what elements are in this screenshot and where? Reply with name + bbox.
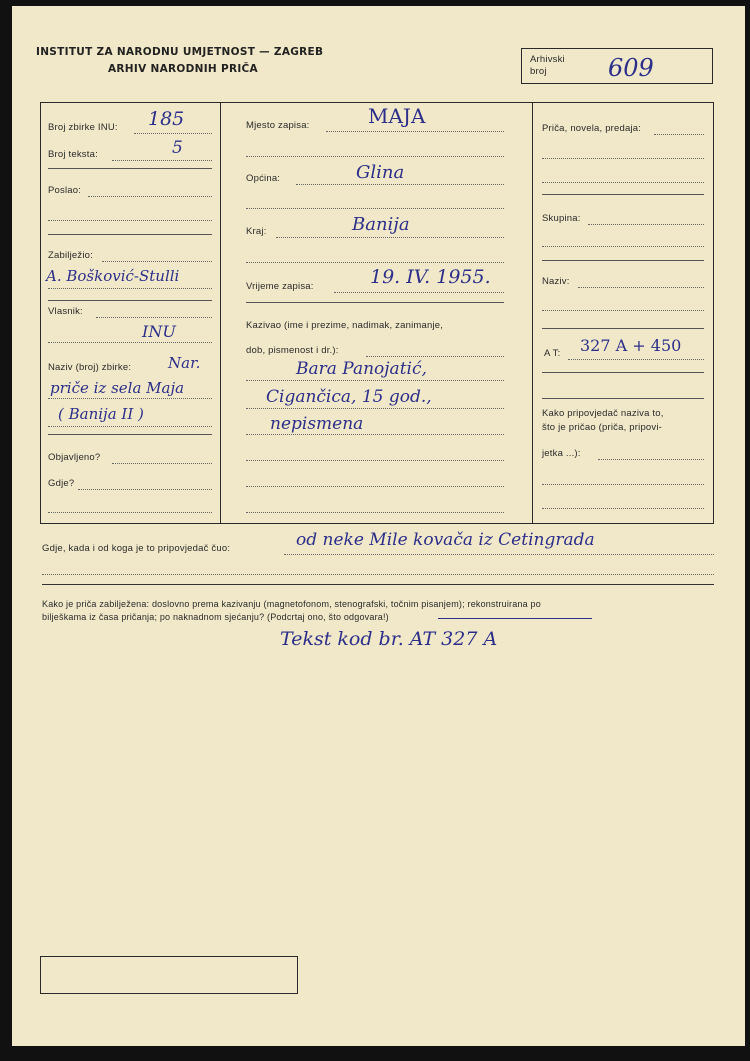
place-value: MAJA [368, 104, 426, 128]
narrator-line-3: nepismena [270, 414, 364, 434]
narrator-line-2: Cigančica, 15 god., [266, 387, 432, 407]
source-label: Gdje, kada i od koga je to pripovjedač čuo: [42, 543, 231, 554]
narrator-label-2: dob, pismenost i dr.): [246, 345, 339, 356]
rule [48, 434, 212, 435]
dotted-line [246, 486, 504, 487]
narrator-calls-label-3: jetka ...): [542, 448, 581, 459]
rule [542, 372, 704, 373]
recorded-by-label: Zabilježio: [48, 250, 93, 261]
dotted-line [78, 489, 212, 490]
date-value: 19. IV. 1955. [370, 266, 491, 288]
collection-name-line-1: Nar. [168, 354, 201, 372]
recorded-by-value: A. Bošković-Stulli [46, 267, 180, 285]
narrator-line-1: Bara Panojatić, [296, 359, 427, 379]
collection-number-value: 185 [148, 108, 185, 130]
dotted-line [112, 463, 212, 464]
rule [246, 302, 504, 303]
title-label: Naziv: [542, 276, 570, 287]
archive-number-label-2: broj [530, 66, 547, 77]
dotted-line [48, 426, 212, 427]
group-label: Skupina: [542, 213, 581, 224]
archive-name: ARHIV NARODNIH PRIČA [108, 63, 258, 75]
dotted-line [598, 459, 704, 460]
dotted-line [48, 512, 212, 513]
text-number-label: Broj teksta: [48, 149, 98, 160]
collection-name-label: Naziv (broj) zbirke: [48, 362, 132, 373]
divider-right [532, 102, 533, 524]
dotted-line [276, 237, 504, 238]
dotted-line [542, 182, 704, 183]
rule [542, 260, 704, 261]
method-line-2: bilješkama iz časa pričanja; po naknadnom sjećanju? (Podcrtaj ono, što odgovara!) [42, 612, 389, 622]
rule [542, 398, 704, 399]
dotted-line [112, 160, 212, 161]
dotted-line [542, 158, 704, 159]
narrator-label-1: Kazivao (ime i prezime, nadimak, zanimanje, [246, 320, 444, 331]
bottom-box [40, 956, 298, 994]
region-label: Kraj: [246, 226, 267, 237]
municipality-label: Općina: [246, 173, 281, 184]
at-value: 327 A + 450 [580, 336, 682, 355]
story-type-label: Priča, novela, predaja: [542, 123, 642, 134]
narrator-calls-label-1: Kako pripovjedač naziva to, [542, 408, 664, 419]
archive-number-label-1: Arhivski [530, 54, 565, 65]
dotted-line [48, 288, 212, 289]
dotted-line [568, 359, 704, 360]
source-value: od neke Mile kovača iz Cetingrada [296, 530, 595, 550]
underline-mark [438, 618, 592, 619]
sent-by-label: Poslao: [48, 185, 82, 196]
rule [48, 234, 212, 235]
at-label: A T: [544, 348, 561, 359]
divider-left [220, 102, 221, 524]
rule [542, 194, 704, 195]
method-note: Tekst kod br. AT 327 A [280, 628, 498, 650]
dotted-line [654, 134, 704, 135]
dotted-line [542, 310, 704, 311]
collection-name-line-3: ( Banija II ) [58, 405, 144, 423]
owner-value: INU [142, 322, 176, 341]
dotted-line [96, 317, 212, 318]
dotted-line [246, 460, 504, 461]
dotted-line [366, 356, 504, 357]
municipality-value: Glina [356, 162, 405, 183]
dotted-line [588, 224, 704, 225]
dotted-line [296, 184, 504, 185]
dotted-line [246, 380, 504, 381]
place-label: Mjesto zapisa: [246, 120, 310, 131]
rule [48, 300, 212, 301]
dotted-line [246, 434, 504, 435]
archive-card [12, 6, 745, 1046]
archive-number-value: 609 [608, 54, 654, 82]
dotted-line [542, 484, 704, 485]
owner-label: Vlasnik: [48, 306, 83, 317]
dotted-line [246, 408, 504, 409]
dotted-line [102, 261, 212, 262]
text-number-value: 5 [172, 138, 183, 158]
dotted-line [134, 133, 212, 134]
narrator-calls-label-2: što je pričao (priča, pripovi- [542, 422, 663, 433]
where-label: Gdje? [48, 478, 75, 489]
dotted-line [42, 574, 714, 575]
dotted-line [542, 508, 704, 509]
institution-name: INSTITUT ZA NARODNU UMJETNOST — ZAGREB [36, 46, 324, 58]
published-label: Objavljeno? [48, 452, 101, 463]
dotted-line [246, 208, 504, 209]
dotted-line [48, 220, 212, 221]
dotted-line [246, 512, 504, 513]
dotted-line [88, 196, 212, 197]
dotted-line [578, 287, 704, 288]
collection-number-label: Broj zbirke INU: [48, 122, 118, 133]
method-line-1: Kako je priča zabilježena: doslovno prema kazivanju (magnetofonom, stenografski, točnim pisanjem); rekonstruirana po [42, 599, 541, 609]
collection-name-line-2: priče iz sela Maja [50, 379, 185, 397]
rule [48, 168, 212, 169]
dotted-line [246, 156, 504, 157]
region-value: Banija [352, 214, 410, 235]
section-rule [42, 584, 714, 585]
dotted-line [48, 342, 212, 343]
dotted-line [326, 131, 504, 132]
dotted-line [48, 398, 212, 399]
date-label: Vrijeme zapisa: [246, 281, 314, 292]
dotted-line [284, 554, 714, 555]
dotted-line [542, 246, 704, 247]
dotted-line [246, 262, 504, 263]
dotted-line [334, 292, 504, 293]
rule [542, 328, 704, 329]
